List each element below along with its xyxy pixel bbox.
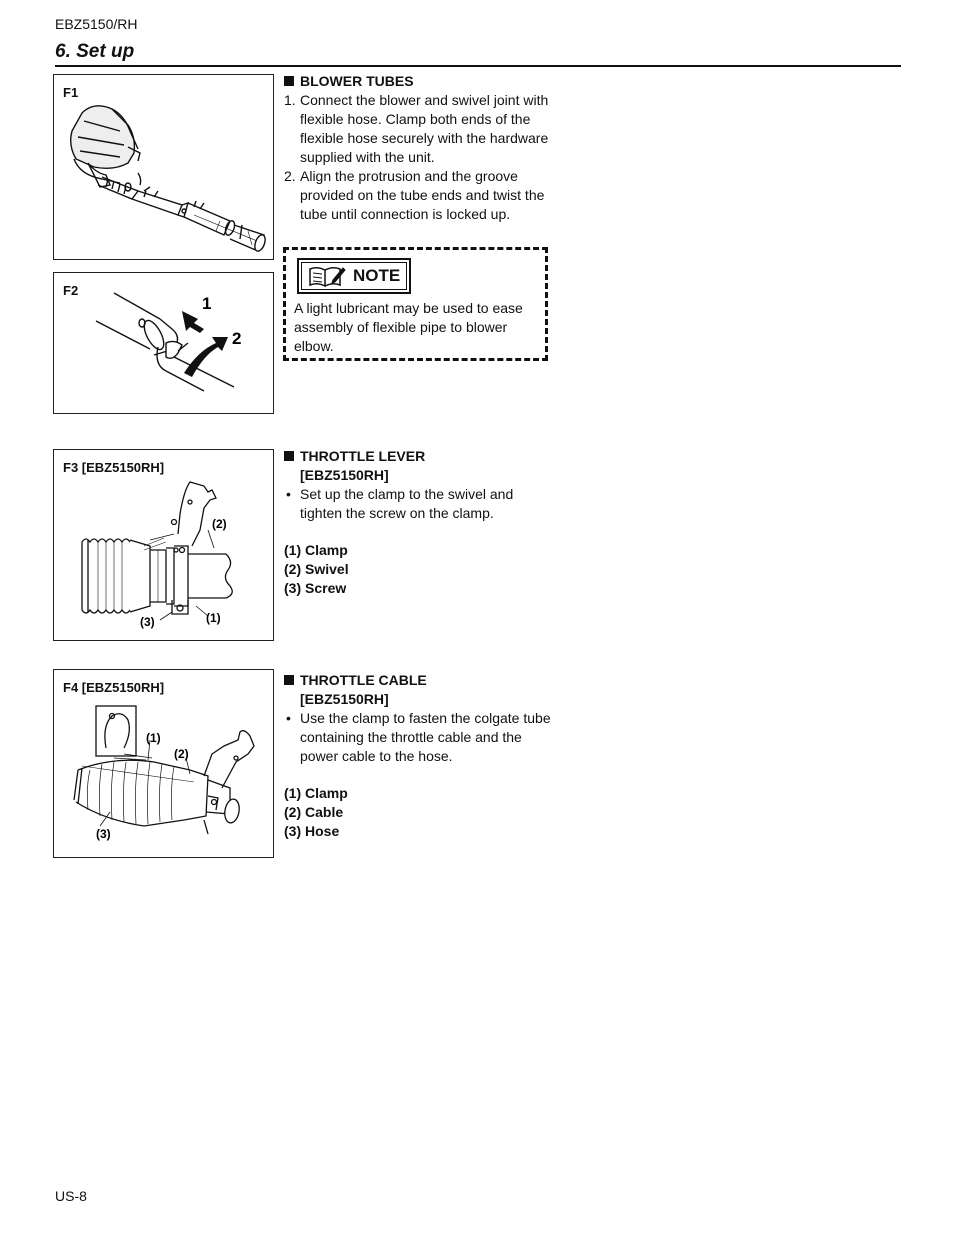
part-label: (2) Swivel [284,561,349,577]
throttle-lever-parts [284,541,554,598]
note-box [283,247,548,361]
callout-1: 1 [202,294,212,313]
callout-3: (3) [140,615,155,629]
list-item: 2. Align the protrusion and the groove provided on the tube ends and twist the tube until connection is locked up. [284,168,545,222]
callout-2: 2 [232,329,242,348]
figure-f1 [53,74,274,260]
throttle-cable-section [284,671,554,841]
part-label: (3) Hose [284,823,340,839]
blower-tubes-heading: BLOWER TUBES [284,72,554,91]
note-title: NOTE [353,266,401,285]
throttle-cable-illustration [54,670,273,857]
callout-1: (1) [206,611,221,625]
callout-3: (3) [96,827,111,841]
throttle-lever-illustration [54,450,273,640]
throttle-cable-heading: THROTTLE CABLE [284,671,554,690]
model-number: EBZ5150/RH [55,16,138,32]
part-label: (2) Cable [284,804,344,820]
figure-label: F2 [63,283,79,298]
callout-2: (2) [212,517,227,531]
figure-label: F4 [EBZ5150RH] [63,680,165,695]
tube-twist-illustration [54,273,273,413]
callout-1: (1) [146,731,161,745]
figure-label: F3 [EBZ5150RH] [63,460,165,475]
section-title: 6. Set up [55,41,135,62]
book-icon [307,264,347,290]
page-number: US-8 [55,1188,87,1204]
figure-f2 [53,272,274,414]
figure-f3 [53,449,274,641]
figure-label: F1 [63,85,79,100]
throttle-lever-heading: THROTTLE LEVER [284,447,554,466]
blower-tubes-section [284,72,554,224]
blower-tubes-illustration [54,75,273,259]
blower-tubes-steps [284,91,554,224]
throttle-cable-parts [284,784,554,841]
note-text: A light lubricant may be used to ease assembly of flexible pipe to blower elbow. [294,300,523,354]
throttle-lever-section [284,447,554,598]
part-label: (3) Screw [284,580,347,596]
throttle-lever-instruction: • Set up the clamp to the swivel and tighten the screw on the clamp. [286,486,514,521]
callout-2: (2) [174,747,189,761]
note-header [297,258,411,294]
part-label: (1) Clamp [284,785,348,801]
list-item: 1. Connect the blower and swivel joint with flexible hose. Clamp both ends of the flexible hose securely with the hardware supplied with the unit. [284,92,549,165]
part-label: (1) Clamp [284,542,348,558]
throttle-cable-instruction: • Use the clamp to fasten the colgate tube containing the throttle cable and the power cable to the hose. [286,710,551,764]
title-rule [55,65,901,67]
throttle-lever-model: [EBZ5150RH] [300,467,389,483]
throttle-cable-model: [EBZ5150RH] [300,691,389,707]
figure-f4 [53,669,274,858]
